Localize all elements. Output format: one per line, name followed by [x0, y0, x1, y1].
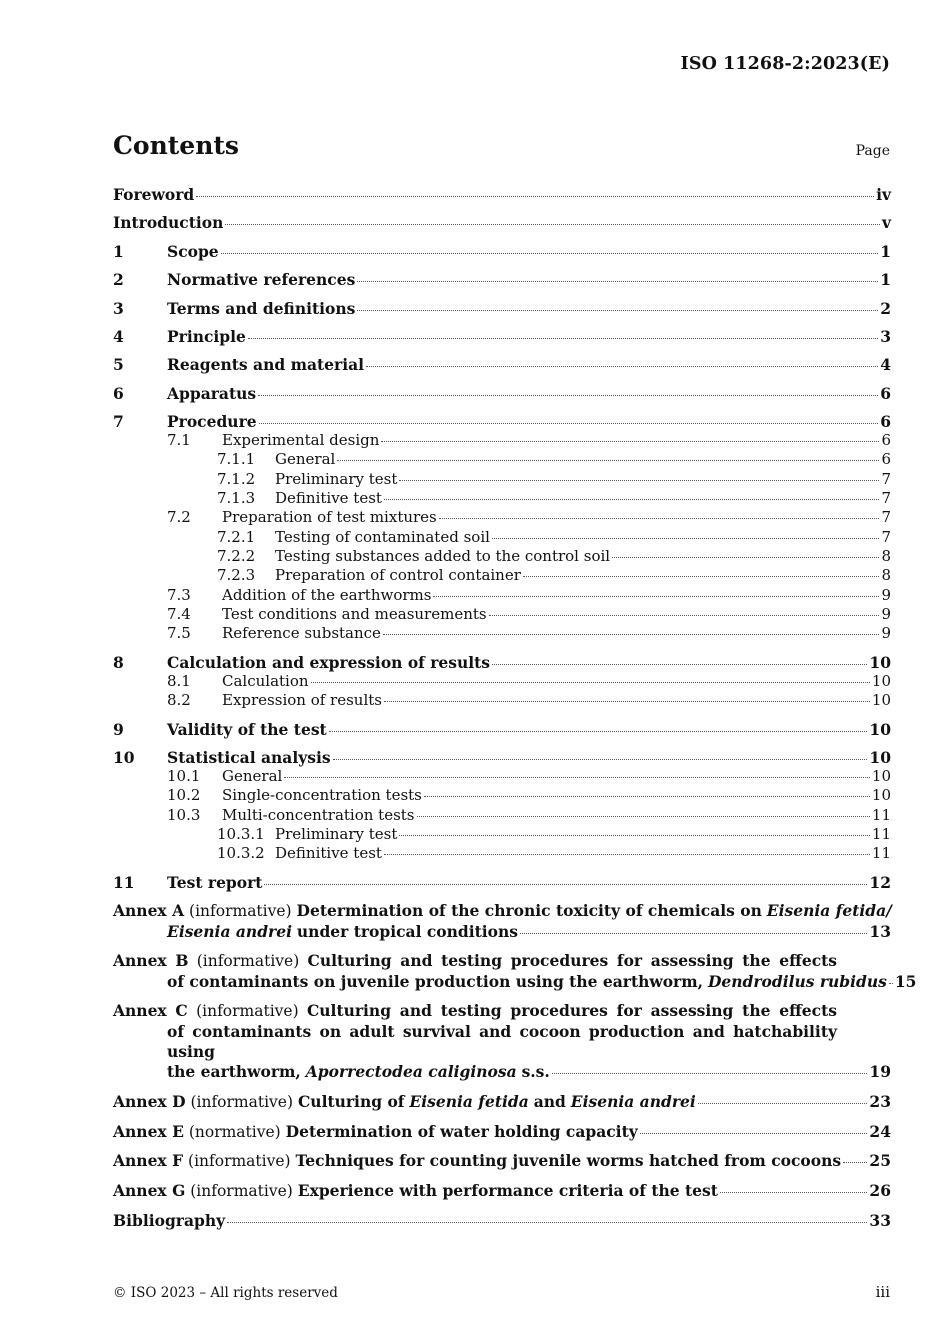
annex-type: (informative): [189, 902, 292, 921]
toc-entry-title: Procedure: [167, 412, 257, 432]
toc-entry-title: Preparation of test mixtures: [222, 508, 437, 527]
toc-entry-page: 19: [869, 1062, 891, 1082]
toc-entry-number: 7.1.3: [217, 489, 256, 508]
dot-leader: [384, 499, 880, 500]
toc-entry-title: Preliminary test: [275, 825, 398, 844]
toc-entry-title: Apparatus: [167, 383, 257, 403]
annex-label: Annex B: [113, 951, 189, 971]
page-number: iii: [875, 1283, 890, 1301]
toc-entry-foreword[interactable]: [113, 185, 891, 204]
toc-entry-number: 7.1.1: [217, 450, 256, 469]
toc-entry-title: Preparation of control container: [275, 566, 521, 585]
toc-entry-4[interactable]: [113, 327, 891, 346]
annex-title-italic: Eisenia fetida: [409, 1091, 529, 1111]
toc-entry-page: 7: [881, 489, 891, 508]
toc-entry-title: Scope: [167, 241, 219, 261]
toc-entry-7-1-2[interactable]: [113, 470, 891, 489]
document-identifier: ISO 11268-2:2023(E): [680, 54, 890, 74]
dot-leader: [225, 224, 880, 225]
dot-leader: [640, 1133, 868, 1134]
toc-entry-7-5[interactable]: [113, 624, 891, 643]
toc-entry-number: 7.5: [167, 624, 191, 643]
toc-entry-number: 9: [113, 719, 124, 739]
dot-leader: [399, 480, 879, 481]
toc-entry-page: 1: [880, 270, 891, 290]
toc-entry-introduction[interactable]: [113, 213, 891, 232]
annex-title-italic: Eisenia andrei: [167, 921, 292, 941]
annex-type: (informative): [196, 952, 300, 971]
dot-leader: [227, 1222, 867, 1223]
toc-entry-number: 8.1: [167, 671, 191, 690]
dot-leader: [492, 664, 867, 665]
toc-entry-title: Principle: [167, 326, 246, 346]
toc-entry-title: Expression of results: [222, 691, 382, 710]
toc-entry-10[interactable]: [113, 748, 891, 767]
annex-label: Annex G: [113, 1181, 186, 1201]
dot-leader: [337, 460, 879, 461]
dot-leader: [523, 576, 880, 577]
toc-entry-page: 11: [871, 825, 891, 844]
dot-leader: [492, 538, 880, 539]
toc-entry-7-1-3[interactable]: [113, 489, 891, 508]
dot-leader: [698, 1103, 868, 1104]
table-of-contents: [113, 185, 917, 1239]
toc-entry-number: 7.2: [167, 508, 191, 527]
toc-entry-annex-b[interactable]: [113, 951, 917, 992]
toc-entry-number: 7.2.1: [217, 527, 256, 546]
toc-entry-page: 2: [880, 298, 891, 318]
dot-leader: [612, 557, 879, 558]
annex-title: Culturing and testing procedures for assessing the effects: [306, 1001, 837, 1021]
toc-entry-title: Definitive test: [275, 844, 382, 863]
toc-entry-title: Bibliography: [113, 1210, 226, 1230]
toc-entry-8-1[interactable]: [113, 672, 891, 691]
dot-leader: [843, 1162, 867, 1163]
toc-entry-number: 10.2: [167, 786, 201, 805]
toc-entry-bibliography[interactable]: [113, 1211, 891, 1230]
toc-entry-page: 4: [880, 355, 891, 375]
toc-entry-8[interactable]: [113, 653, 891, 672]
toc-entry-7-3[interactable]: [113, 586, 891, 605]
toc-entry-page: 11: [871, 844, 891, 863]
toc-entry-annex-g[interactable]: [113, 1181, 891, 1201]
toc-entry-page: 8: [881, 566, 891, 585]
dot-leader: [720, 1192, 868, 1193]
dot-leader: [384, 854, 870, 855]
toc-entry-page: 24: [869, 1121, 891, 1141]
dot-leader: [366, 366, 878, 367]
annex-type: (normative): [188, 1122, 281, 1141]
annex-title: Determination of the chronic toxicity of chemicals on: [296, 901, 762, 921]
toc-entry-number: 2: [113, 270, 124, 290]
toc-entry-number: 4: [113, 326, 124, 346]
toc-entry-page: 1: [880, 241, 891, 261]
toc-entry-page: 7: [881, 508, 891, 527]
toc-entry-7-1-1[interactable]: [113, 450, 891, 469]
dot-leader: [439, 518, 880, 519]
toc-entry-2[interactable]: [113, 270, 891, 289]
toc-entry-page: 9: [881, 604, 891, 623]
dot-leader: [196, 196, 874, 197]
toc-entry-number: 10: [113, 748, 135, 768]
annex-title: under tropical conditions: [296, 921, 519, 941]
dot-leader: [489, 615, 880, 616]
toc-entry-10-3-1[interactable]: [113, 825, 891, 844]
annex-title: Culturing of: [297, 1091, 405, 1111]
toc-entry-title: Testing of contaminated soil: [275, 527, 490, 546]
dot-leader: [248, 338, 878, 339]
toc-entry-8-2[interactable]: [113, 691, 891, 710]
toc-entry-page: iv: [876, 185, 891, 204]
dot-leader: [259, 423, 879, 424]
toc-entry-number: 7.4: [167, 604, 191, 623]
annex-title: Techniques for counting juvenile worms hatched from cocoons: [295, 1151, 842, 1171]
toc-entry-page: 11: [871, 805, 891, 824]
toc-entry-annex-d[interactable]: [113, 1092, 891, 1112]
toc-entry-annex-a[interactable]: [113, 901, 891, 942]
toc-entry-number: 10.3.2: [217, 844, 265, 863]
toc-entry-page: 10: [871, 671, 891, 690]
toc-entry-7-2-1[interactable]: [113, 528, 891, 547]
toc-entry-title: Terms and definitions: [167, 298, 356, 318]
toc-entry-title: Normative references: [167, 270, 356, 290]
dot-leader: [264, 884, 867, 885]
annex-type: (informative): [190, 1182, 293, 1201]
toc-entry-title: Testing substances added to the control soil: [275, 546, 611, 565]
annex-title: Culturing and testing procedures for assessing the effects: [307, 951, 838, 971]
annex-title: Experience with performance criteria of the test: [297, 1181, 718, 1201]
toc-entry-title: Calculation and expression of results: [167, 652, 491, 672]
dot-leader: [520, 933, 867, 934]
toc-entry-page: 6: [881, 431, 891, 450]
toc-entry-title: Reagents and material: [167, 355, 365, 375]
toc-entry-title: Calculation: [222, 671, 309, 690]
toc-entry-number: 6: [113, 383, 124, 403]
dot-leader: [357, 281, 878, 282]
toc-entry-number: 8.2: [167, 691, 191, 710]
toc-entry-page: 10: [869, 719, 891, 739]
annex-type: (informative): [196, 1002, 299, 1021]
toc-entry-page: 7: [881, 469, 891, 488]
toc-entry-page: 10: [869, 652, 891, 672]
annex-title: of contaminants on juvenile production using the earthworm,: [167, 971, 704, 991]
toc-entry-page: 6: [881, 450, 891, 469]
dot-leader: [399, 835, 870, 836]
dot-leader: [381, 441, 879, 442]
dot-leader: [333, 759, 868, 760]
toc-entry-title: Introduction: [113, 213, 224, 233]
toc-entry-title: Preliminary test: [275, 469, 398, 488]
toc-entry-number: 8: [113, 652, 124, 672]
toc-entry-title: Addition of the earthworms: [222, 585, 432, 604]
toc-entry-number: 10.3: [167, 805, 201, 824]
dot-leader: [383, 634, 880, 635]
dot-leader: [284, 777, 870, 778]
toc-entry-title: Single-concentration tests: [222, 786, 422, 805]
toc-entry-page: 12: [869, 873, 891, 893]
toc-entry-title: Test conditions and measurements: [222, 604, 487, 623]
toc-entry-page: 8: [881, 546, 891, 565]
toc-entry-page: 15: [894, 971, 917, 991]
toc-entry-1[interactable]: [113, 242, 891, 261]
toc-entry-number: 7.2.2: [217, 546, 256, 565]
toc-entry-number: 10.1: [167, 767, 201, 786]
dot-leader: [221, 253, 879, 254]
annex-title: s.s.: [521, 1062, 550, 1082]
toc-entry-page: 23: [869, 1091, 891, 1111]
toc-entry-page: 10: [871, 786, 891, 805]
toc-entry-number: 7: [113, 412, 124, 432]
toc-entry-page: 33: [869, 1210, 891, 1230]
dot-leader: [311, 682, 870, 683]
toc-entry-number: 10.3.1: [217, 825, 265, 844]
toc-entry-3[interactable]: [113, 299, 891, 318]
toc-entry-page: 26: [869, 1181, 891, 1201]
annex-title: and: [533, 1091, 566, 1111]
toc-entry-title: Foreword: [113, 185, 195, 204]
toc-entry-number: 7.1.2: [217, 469, 256, 488]
toc-entry-7-1[interactable]: [113, 431, 891, 450]
page-title: Contents: [113, 131, 240, 160]
page-column-label: Page: [855, 143, 890, 159]
toc-entry-page: 9: [881, 585, 891, 604]
toc-entry-title: Experimental design: [222, 431, 380, 450]
annex-label: Annex E: [113, 1121, 184, 1141]
toc-entry-title: General: [222, 767, 283, 786]
toc-entry-page: 10: [871, 767, 891, 786]
annex-title: the earthworm,: [167, 1062, 301, 1082]
dot-leader: [384, 701, 870, 702]
annex-title-italic: Aporrectodea caliginosa: [305, 1062, 517, 1082]
dot-leader: [329, 731, 868, 732]
dot-leader: [424, 796, 870, 797]
toc-entry-title: Multi-concentration tests: [222, 805, 415, 824]
toc-entry-number: 1: [113, 241, 124, 261]
toc-entry-page: 10: [869, 748, 891, 768]
toc-entry-11[interactable]: [113, 873, 891, 892]
toc-entry-7-2-3[interactable]: [113, 566, 891, 585]
toc-entry-number: 11: [113, 873, 135, 893]
annex-title: of contaminants on adult survival and cocoon production and hatchability using: [167, 1021, 837, 1061]
toc-entry-10-3[interactable]: [113, 806, 891, 825]
toc-entry-10-1[interactable]: [113, 767, 891, 786]
toc-entry-title: Definitive test: [275, 489, 382, 508]
toc-entry-page: 6: [880, 383, 891, 403]
toc-entry-7-4[interactable]: [113, 605, 891, 624]
toc-entry-title: Validity of the test: [167, 719, 327, 739]
toc-entry-page: 6: [880, 412, 891, 432]
toc-entry-annex-e[interactable]: [113, 1122, 891, 1142]
annex-label: Annex F: [113, 1151, 184, 1171]
toc-entry-page: v: [881, 213, 891, 233]
toc-entry-5[interactable]: [113, 355, 891, 374]
toc-entry-page: 7: [881, 527, 891, 546]
annex-label: Annex C: [113, 1001, 188, 1021]
toc-entry-number: 5: [113, 355, 124, 375]
annex-title-italic: Dendrodilus rubidus: [707, 971, 887, 991]
toc-entry-number: 3: [113, 298, 124, 318]
toc-entry-title: Test report: [167, 873, 263, 893]
toc-entry-title: Reference substance: [222, 624, 381, 643]
annex-title-italic: Eisenia fetida/: [766, 901, 892, 921]
toc-entry-annex-c[interactable]: [113, 1001, 891, 1082]
dot-leader: [889, 983, 893, 984]
toc-entry-10-3-2[interactable]: [113, 844, 891, 863]
dot-leader: [258, 395, 878, 396]
toc-entry-page: 10: [871, 691, 891, 710]
toc-entry-9[interactable]: [113, 720, 891, 739]
toc-entry-title: Statistical analysis: [167, 748, 331, 768]
toc-entry-number: 7.2.3: [217, 566, 256, 585]
toc-entry-7[interactable]: [113, 412, 891, 431]
toc-entry-page: 9: [881, 624, 891, 643]
annex-label: Annex A: [113, 901, 185, 921]
dot-leader: [552, 1073, 868, 1074]
toc-entry-7-2[interactable]: [113, 508, 891, 527]
toc-entry-number: 7.3: [167, 585, 191, 604]
dot-leader: [417, 816, 870, 817]
annex-title: Determination of water holding capacity: [285, 1121, 638, 1141]
annex-type: (informative): [190, 1092, 294, 1111]
annex-title-italic: Eisenia andrei: [570, 1091, 696, 1111]
toc-entry-annex-f[interactable]: [113, 1151, 891, 1171]
annex-type: (informative): [188, 1152, 291, 1171]
toc-entry-6[interactable]: [113, 384, 891, 403]
toc-entry-page: 25: [869, 1151, 891, 1171]
dot-leader: [433, 596, 879, 597]
toc-entry-page: 13: [869, 921, 891, 941]
annex-label: Annex D: [113, 1091, 186, 1111]
copyright-notice: © ISO 2023 – All rights reserved: [113, 1285, 338, 1301]
toc-entry-title: General: [275, 450, 336, 469]
toc-entry-number: 7.1: [167, 431, 191, 450]
toc-entry-7-2-2[interactable]: [113, 547, 891, 566]
toc-entry-page: 3: [880, 326, 891, 346]
dot-leader: [357, 310, 878, 311]
toc-entry-10-2[interactable]: [113, 786, 891, 805]
